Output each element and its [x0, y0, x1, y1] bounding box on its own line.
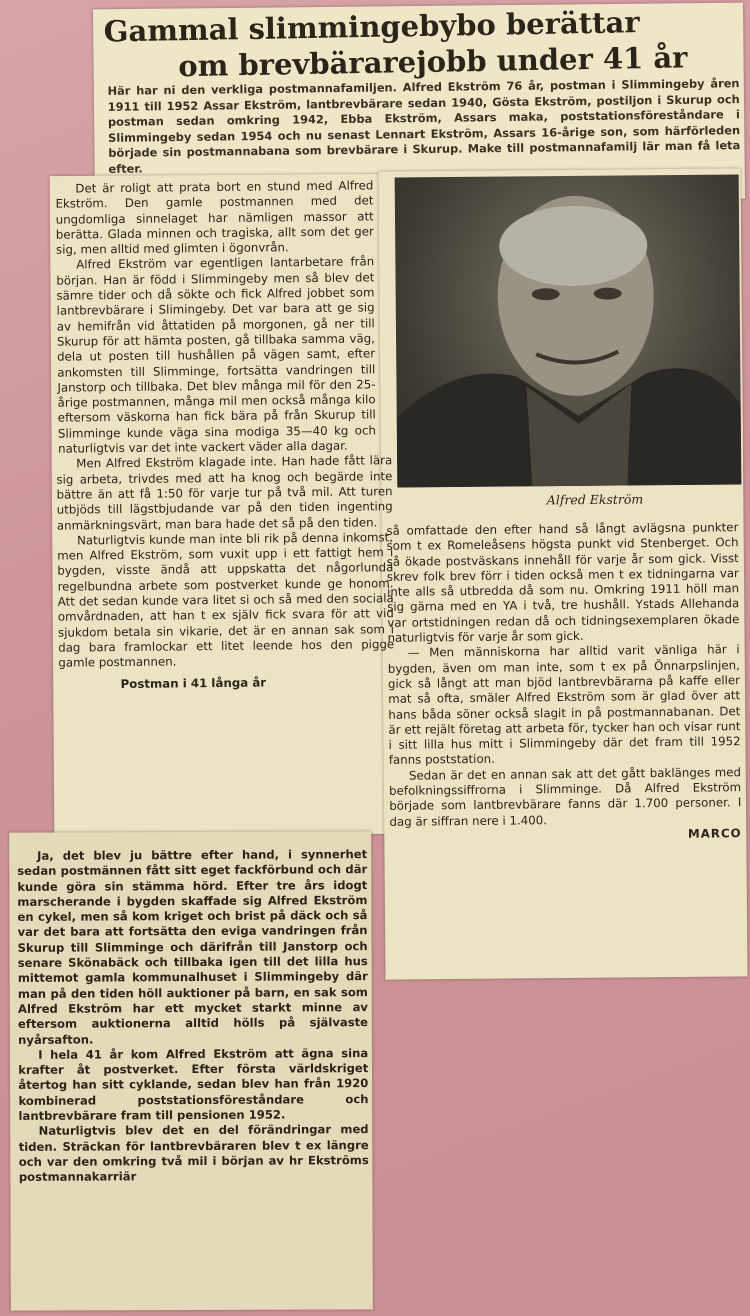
article-ingress: Här har ni den verkliga postmannafamiljen. Alfred Ekström 76 år, postman i Slimmingeby åren 1911 till 1952 Assar Ekström, lantbrevbärare sedan 1940, Gösta Ekström, postiljon i Skurup och postman sedan omkring 1942, Ebba Ekström, Assars maka, poststationsföreståndare i Slimmingeby sedan 1954 och nu senast Lennart Ekström, Assars 16-årige son, som härförleden började sin postmannabana som brevbärare i Skurup. Make till postmannafamilj lär man få leta efter.: [107, 76, 741, 176]
article-headline: [99, 2, 740, 85]
portrait-photo: [395, 175, 742, 488]
article-column-left-lower: [17, 847, 369, 1185]
headline-line-2: om brevbärarejobb under 41 år: [178, 40, 688, 84]
body-paragraph: Ja, det blev ju bättre efter hand, i synnerhet sedan postmännen fått sitt eget fackförbund och där kunde göra sin stämma hörd. Efter tre års idogt marscherande i bygden skaffade sig Alfred Ekström en cykel, men så kom kriget och brist på däck och så var det bara att fortsätta den eviga vandringen från Skurup till Slimminge och därifrån till Janstorp och senare Skönabäck och tillbaka igen till det lilla hus mittemot gamla kommunalhuset i Slimmingeby där man på den tiden höll auktioner på barn, en sak som Alfred Ekström har ett mycket starkt minne av eftersom auktionerna alltid hölls på självaste nyårsafton.: [17, 847, 369, 1047]
headline-line-1: Gammal slimmingebybo berättar: [103, 5, 640, 49]
photo-caption: Alfred Ekström: [546, 491, 644, 508]
body-paragraph: Naturligtvis blev det en del förändringar med tiden. Sträckan för lantbrevbäraren blev t ex längre och var den omkring två mil i början av hr Ekströms postmannakarriär: [18, 1122, 369, 1185]
article-column-left-upper: [55, 178, 395, 700]
body-paragraph: Sedan är det en annan sak att det gått baklänges med befolkningssiffrorna i Slimminge. Då Alfred Ekström började som lantbrevbärare fanns där 1.700 personer. I dag är siffran nere i 1.400.: [389, 764, 742, 829]
article-column-right: [386, 520, 741, 845]
body-paragraph: Alfred Ekström var egentligen lantarbetare från början. Han är född i Slimmingeby men så blev det sämre tider och då sökte och fick Alfred jobbet som lantbrevbärare i Slimingeby. Det var bara att ge sig av hemifrån vid åttatiden på morgonen, gå ner till Skurup för att hämta posten, gå tillbaka samma väg, dela ut posten till hushållen på vägen samt, efter ankomsten till Slimminge, fortsätta vandringen till Janstorp och tillbaka. Det blev många mil för den 25-årige postmannen, många mil men också många kilo eftersom väskorna han fick bära på från Skurup till Slimminge kunde väga sina modiga 35—40 kg och naturligtvis var det inte vackert väder alla dagar.: [56, 254, 376, 456]
body-paragraph: Men Alfred Ekström klagade inte. Han hade fått lära sig arbeta, trivdes med att ha knog och begärde inte bättre än att få 1:50 för varje tur på två mil. Att turen utbjöds till lägstbjudande var på den tiden ingenting anmärkningsvärt, man bara hade det så på den tiden.: [56, 453, 393, 533]
body-paragraph: I hela 41 år kom Alfred Ekström att ägna sina krafter åt postverket. Efter första världskriget återtog han sitt cyklande, sedan blev han från 1920 kombinerad poststationsföreståndare och lantbrevbärare fram till pensionen 1952.: [18, 1045, 369, 1123]
body-paragraph: — Men människorna har alltid varit vänliga här i bygden, även om man inte, som t ex på Önnarpslinjen, gick så långt att man bjöd lantbrevbärarna på kaffe eller mat så ofta, smäler Alfred Ekström som är glad över att hans båda söner också slagit in på postmannabanan. Det är ett rejält företag att arbeta för, tycker han och visar runt i sitt lilla hus mitt i Slimmingeby där det fram till 1952 fanns poststation.: [387, 642, 741, 768]
body-paragraph: Det är roligt att prata bort en stund med Alfred Ekström. Den gamle postmannen med det ungdomliga sinnelaget har nämligen massor att berätta. Glada minnen och tragiska, allt som det ger sig, men alltid med glimten i ögonvrån.: [55, 178, 374, 257]
body-paragraph: Naturligtvis kunde man inte bli rik på denna inkomst, men Alfred Ekström, som vuxit upp i ett fattigt hem i bygden, visste ändå att uppskatta det någorlunda regelbundna arbete som postverket kunde ge honom. Att det sedan kunde vara litet si och så med den sociala omvårdnaden, att han t ex själv fick svara för att vid sjukdom betala sin vikarie, det är en annan sak som i dag bara framlockar ett litet leende hos den pigge gamle postmannen.: [57, 529, 395, 670]
author-signature: MARCO: [687, 826, 742, 841]
portrait-illustration: [395, 175, 742, 488]
section-subhead: Postman i 41 långa år: [120, 674, 267, 691]
body-paragraph: så omfattade den efter hand så långt avlägsna punkter som t ex Romeleåsens högsta punkt vid Stenberget. Och så ökade postväskans innehåll för varje år som gick. Visst skrev folk brev förr i tiden också men t ex tidningarna var inte alls så utbredda då som nu. Omkring 1911 höll man sig gärna med en YA i två, tre hushåll. Ystads Allehanda var ortstidningen redan då och tidningsexemplaren ökade naturligtvis för varje år som gick.: [386, 520, 740, 645]
